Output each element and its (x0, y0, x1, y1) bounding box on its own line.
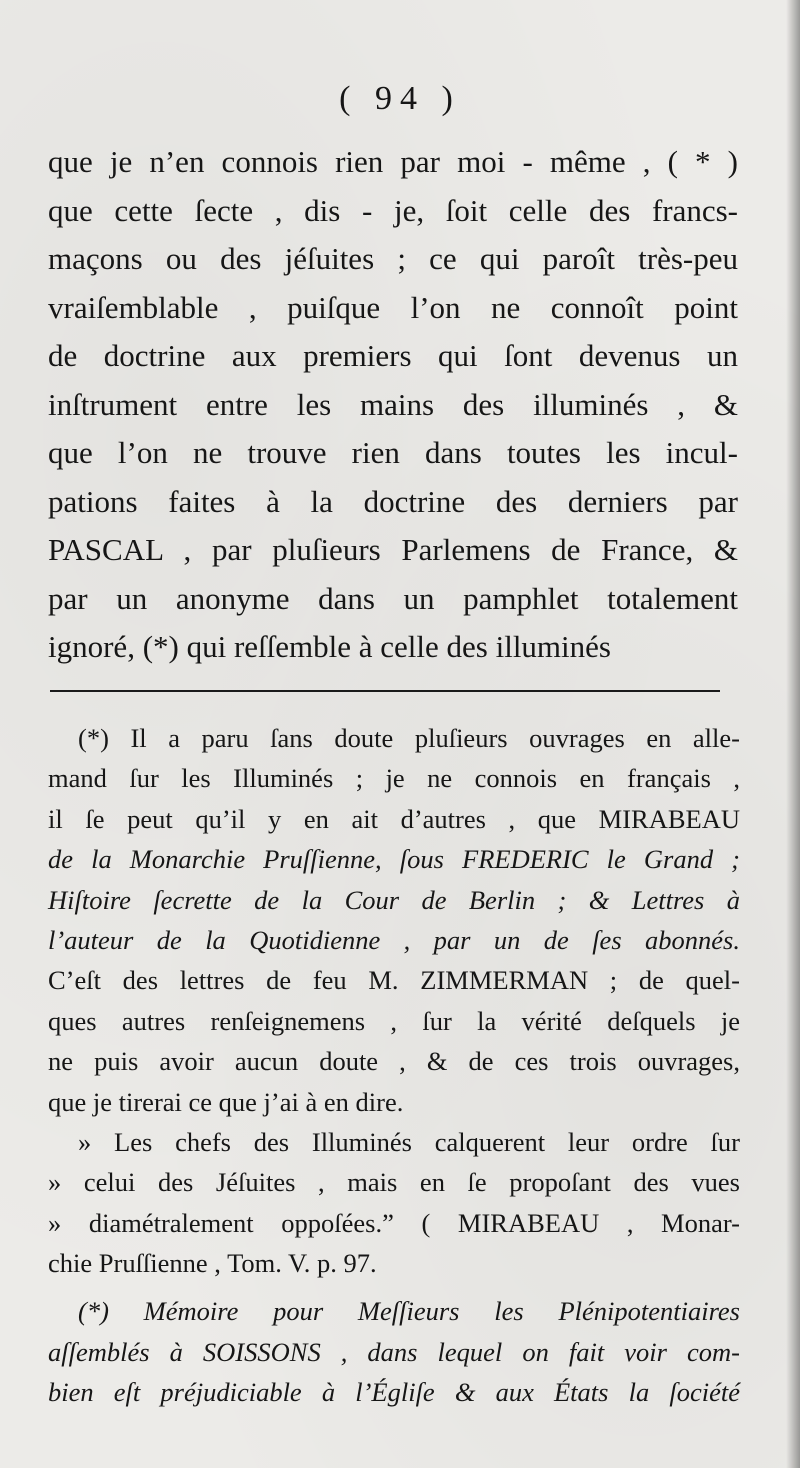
main-text (48, 138, 738, 672)
footnote-line: (*) Il a paru ſans doute pluſieurs ouvrages en alle- (78, 723, 740, 753)
quote-line: chie Pruſſienne , Tom. V. p. 97. (48, 1248, 377, 1279)
footnotes (48, 718, 740, 1413)
footnote-separator-rule (50, 690, 720, 692)
footnote-line: mand ſur les Illuminés ; je ne connois en français , (48, 763, 740, 794)
footnote-line: (*) Mémoire pour Meſſieurs les Plénipotentiaires (78, 1296, 740, 1327)
body-line: que je n’en connois rien par moi - même , ( * ) (48, 144, 738, 179)
footnote-1 (48, 718, 740, 1122)
page-edge-shadow (786, 0, 800, 1468)
footnote-2 (48, 1291, 740, 1412)
footnote-line: ques autres renſeignemens , ſur la vérité deſquels je (48, 1005, 740, 1036)
quote-line: » Les chefs des Illuminés calquerent leur ordre ſur (78, 1126, 740, 1157)
footnote-line: C’eſt des lettres de feu M. ZIMMERMAN ; de quel- (48, 965, 740, 996)
body-line: vraiſemblable , puiſque l’on ne connoît point (48, 289, 738, 325)
footnote-gap (48, 1283, 740, 1291)
footnote-line: ne puis avoir aucun doute , & de ces trois ouvrages, (48, 1046, 740, 1077)
footnote-line: de la Monarchie Pruſſienne, ſous FREDERIC le Grand ; (48, 844, 740, 875)
body-line: inſtrument entre les mains des illuminés , & (48, 386, 738, 422)
body-line: par un anonyme dans un pamphlet totalement (48, 580, 738, 616)
body-line: maçons ou des jéſuites ; ce qui paroît très-peu (48, 241, 738, 276)
quote-line: » diamétralement oppoſées.” ( MIRABEAU , Monar- (48, 1207, 740, 1238)
body-line: que l’on ne trouve rien dans toutes les incul- (48, 435, 738, 470)
body-line: ignoré, (*) qui reſſemble à celle des illuminés (48, 629, 611, 664)
mirabeau-quote (48, 1122, 740, 1284)
page-number: ( 94 ) (339, 80, 461, 117)
body-line: de doctrine aux premiers qui ſont devenus un (48, 338, 738, 373)
quote-line: » celui des Jéſuites , mais en ſe propoſant des vues (48, 1167, 740, 1198)
footnote-line: Hiſtoire ſecrette de la Cour de Berlin ; & Lettres à (48, 884, 740, 915)
body-line: pations faites à la doctrine des derniers par (48, 483, 738, 519)
footnote-line: bien eſt préjudiciable à l’Égliſe & aux États la ſociété (48, 1377, 740, 1408)
footnote-line: que je tirerai ce que j’ai à en dire. (48, 1086, 404, 1117)
footnote-line: il ſe peut qu’il y en ait d’autres , que MIRABEAU (48, 803, 740, 834)
footnote-line: l’auteur de la Quotidienne , par un de ſes abonnés. (48, 924, 740, 955)
body-line: que cette ſecte , dis - je, ſoit celle des francs- (48, 192, 738, 228)
body-line: PASCAL , par pluſieurs Parlemens de France, & (48, 532, 738, 567)
footnote-line: aſſemblés à SOISSONS , dans lequel on fait voir com- (48, 1336, 740, 1367)
